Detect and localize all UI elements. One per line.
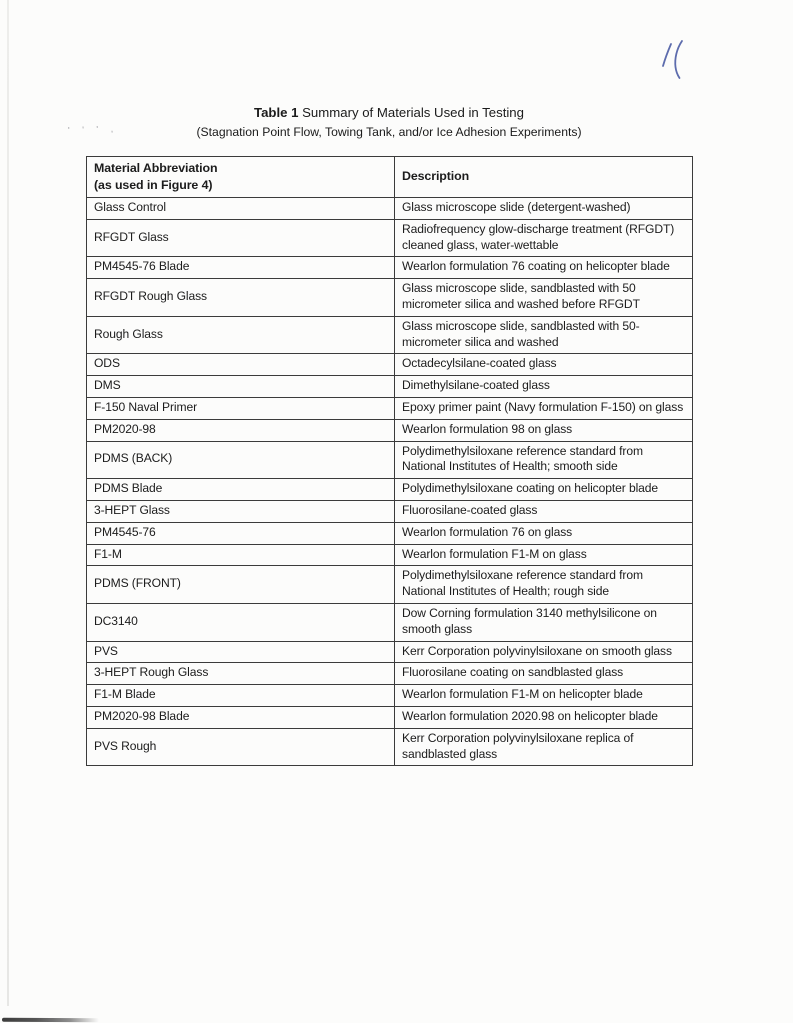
description-cell: Glass microscope slide (detergent-washed) [395, 198, 693, 220]
description-cell: Fluorosilane coating on sandblasted glass [395, 663, 693, 685]
table-row [87, 279, 693, 317]
table-row [87, 376, 693, 398]
material-abbreviation-cell: Rough Glass [87, 316, 395, 354]
description-cell: Glass microscope slide, sandblasted with 50-micrometer silica and washed [395, 316, 693, 354]
table-row [87, 479, 693, 501]
description-cell: Octadecylsilane-coated glass [395, 354, 693, 376]
description-cell: Polydimethylsiloxane reference standard from National Institutes of Health; smooth side [395, 441, 693, 479]
material-abbreviation-cell: F1-M [87, 544, 395, 566]
table-row [87, 316, 693, 354]
description-cell: Wearlon formulation F1-M on glass [395, 544, 693, 566]
table-row [87, 354, 693, 376]
handwritten-mark [656, 38, 690, 82]
table-subtitle: (Stagnation Point Flow, Towing Tank, and/or Ice Adhesion Experiments) [196, 125, 582, 139]
table-title-number: Table 1 [254, 105, 299, 120]
material-abbreviation-cell: PDMS (FRONT) [87, 566, 395, 604]
table-row [87, 397, 693, 419]
description-cell: Polydimethylsiloxane coating on helicopter blade [395, 479, 693, 501]
table-header [87, 157, 693, 198]
pencil-stray-marks: ' ' ' , [67, 123, 119, 136]
material-abbreviation-cell: PDMS (BACK) [87, 441, 395, 479]
table-body [87, 198, 693, 766]
material-abbreviation-cell: ODS [87, 354, 395, 376]
material-abbreviation-cell: 3-HEPT Rough Glass [87, 663, 395, 685]
description-header: Description [395, 157, 693, 198]
scan-smudge-artifact [2, 1018, 99, 1023]
description-cell: Polydimethylsiloxane reference standard from National Institutes of Health; rough side [395, 566, 693, 604]
material-abbreviation-cell: PM2020-98 Blade [87, 706, 395, 728]
material-abbreviation-cell: PDMS Blade [87, 479, 395, 501]
table-row [87, 663, 693, 685]
table-row [87, 603, 693, 641]
material-abbreviation-cell: F1-M Blade [87, 685, 395, 707]
materials-table [86, 156, 693, 766]
table-row [87, 566, 693, 604]
material-abbreviation-cell: DMS [87, 376, 395, 398]
material-abbreviation-cell: Glass Control [87, 198, 395, 220]
table-row [87, 544, 693, 566]
table-row [87, 728, 693, 766]
description-cell: Dimethylsilane-coated glass [395, 376, 693, 398]
material-abbreviation-cell: PM4545-76 Blade [87, 257, 395, 279]
material-abbreviation-cell: PVS [87, 641, 395, 663]
table-row [87, 522, 693, 544]
description-cell: Wearlon formulation 2020.98 on helicopter blade [395, 706, 693, 728]
table-row [87, 641, 693, 663]
description-cell: Glass microscope slide, sandblasted with 50 micrometer silica and washed before RFGDT [395, 279, 693, 317]
material-abbreviation-cell: DC3140 [87, 603, 395, 641]
table-row [87, 219, 693, 257]
description-cell: Wearlon formulation 98 on glass [395, 419, 693, 441]
description-cell: Kerr Corporation polyvinylsiloxane on smooth glass [395, 641, 693, 663]
table-row [87, 257, 693, 279]
table-title-block [86, 105, 692, 140]
description-cell: Dow Corning formulation 3140 methylsilicone on smooth glass [395, 603, 693, 641]
material-abbreviation-cell: RFGDT Rough Glass [87, 279, 395, 317]
table-row [87, 419, 693, 441]
description-cell: Kerr Corporation polyvinylsiloxane replica of sandblasted glass [395, 728, 693, 766]
material-abbreviation-cell: PVS Rough [87, 728, 395, 766]
material-abbreviation-cell: PM2020-98 [87, 419, 395, 441]
material-abbreviation-cell: F-150 Naval Primer [87, 397, 395, 419]
table-row [87, 706, 693, 728]
description-cell: Wearlon formulation 76 coating on helicopter blade [395, 257, 693, 279]
table-row [87, 198, 693, 220]
description-cell: Fluorosilane-coated glass [395, 500, 693, 522]
table-title-text: Summary of Materials Used in Testing [302, 105, 524, 120]
table-row [87, 441, 693, 479]
description-cell: Radiofrequency glow-discharge treatment (RFGDT) cleaned glass, water-wettable [395, 219, 693, 257]
material-abbreviation-cell: PM4545-76 [87, 522, 395, 544]
table-title [86, 105, 692, 121]
scan-edge-artifact [7, 0, 9, 1006]
material-abbreviation-cell: 3-HEPT Glass [87, 500, 395, 522]
description-cell: Wearlon formulation F1-M on helicopter blade [395, 685, 693, 707]
description-cell: Wearlon formulation 76 on glass [395, 522, 693, 544]
table-row [87, 500, 693, 522]
table-row [87, 685, 693, 707]
material-abbreviation-header: Material Abbreviation (as used in Figure 4) [87, 157, 395, 198]
description-cell: Epoxy primer paint (Navy formulation F-150) on glass [395, 397, 693, 419]
header-row [87, 157, 693, 198]
material-abbreviation-cell: RFGDT Glass [87, 219, 395, 257]
